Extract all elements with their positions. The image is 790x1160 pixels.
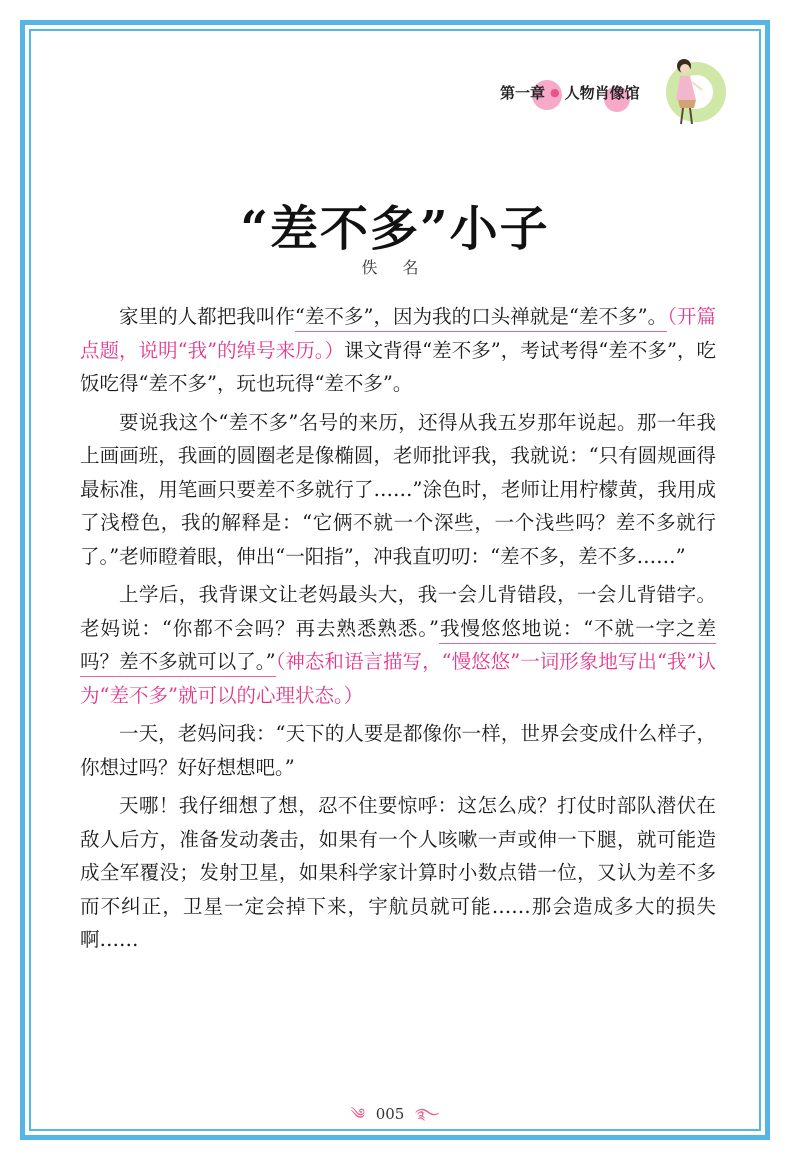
- girl-illustration-icon: [670, 56, 710, 128]
- chapter-section: 人物肖像馆: [564, 84, 640, 102]
- underlined-text: “差不多”，因为我的口头禅就是“差不多”。: [295, 305, 667, 332]
- paragraph-2: 要说我这个“差不多”名号的来历，还得从我五岁那年说起。那一年我上画画班，我画的圆圈老是像椭圆，老师批评我，我就说：“只有圆规画得最标准，用笔画只要差不多就行了……”涂色时，老师让用柠檬黄，我用成了浅橙色，我的解释是：“它俩不就一个深些，一个浅些吗？差不多就行了。”老师瞪着眼，伸出“一阳指”，冲我直叨叨：“差不多，差不多……”: [80, 410, 716, 568]
- chapter-header: [500, 82, 640, 103]
- right-wing-icon: ࿐: [415, 1105, 440, 1123]
- underlined-text: 我慢悠悠地说：“不就一字之差吗？差不多就可以了。”: [80, 617, 716, 678]
- chapter-number: 第一章: [500, 84, 546, 102]
- paragraph-3: [80, 578, 716, 712]
- paragraph-4: 一天，老妈问我：“天下的人要是都像你一样，世界会变成什么样子，你想过吗？好好想想吧。”: [80, 722, 716, 779]
- article-title: “差不多”小子: [240, 201, 550, 257]
- paragraph-1-text-rest: 课文背得“差不多”，考试考得“差不多”，吃饭吃得“差不多”，玩也玩得“差不多”。: [80, 338, 716, 395]
- paragraph-3-text: 上学后，我背课文让老妈最头大，我一会儿背错段，一会儿背错字。老妈说：“你都不会吗？再去熟悉熟悉。”: [80, 583, 716, 640]
- article-body: [80, 300, 716, 962]
- paragraph-1-text: 家里的人都把我叫作: [119, 305, 295, 328]
- article-author: 佚 名: [361, 258, 429, 277]
- annotation: （神态和语言描写，“慢悠悠”一词形象地写出“我”认为“差不多”就可以的心理状态。）: [80, 650, 716, 707]
- separator-dot-icon: ●: [550, 86, 560, 99]
- paragraph-1: [80, 300, 716, 401]
- page-number: 005: [375, 1105, 405, 1123]
- left-wing-icon: ༄: [350, 1105, 365, 1123]
- annotation: （开篇点题，说明“我”的绰号来历。）: [80, 305, 716, 362]
- paragraph-5: 天哪！我仔细想了想，忍不住要惊呼：这怎么成？打仗时部队潜伏在敌人后方，准备发动袭击，如果有一个人咳嗽一声或伸一下腿，就可能造成全军覆没；发射卫星，如果科学家计算时小数点错一位，又认为差不多而不纠正，卫星一定会掉下来，宇航员就可能……那会造成多大的损失啊……: [80, 794, 716, 951]
- page-footer: [0, 1098, 790, 1140]
